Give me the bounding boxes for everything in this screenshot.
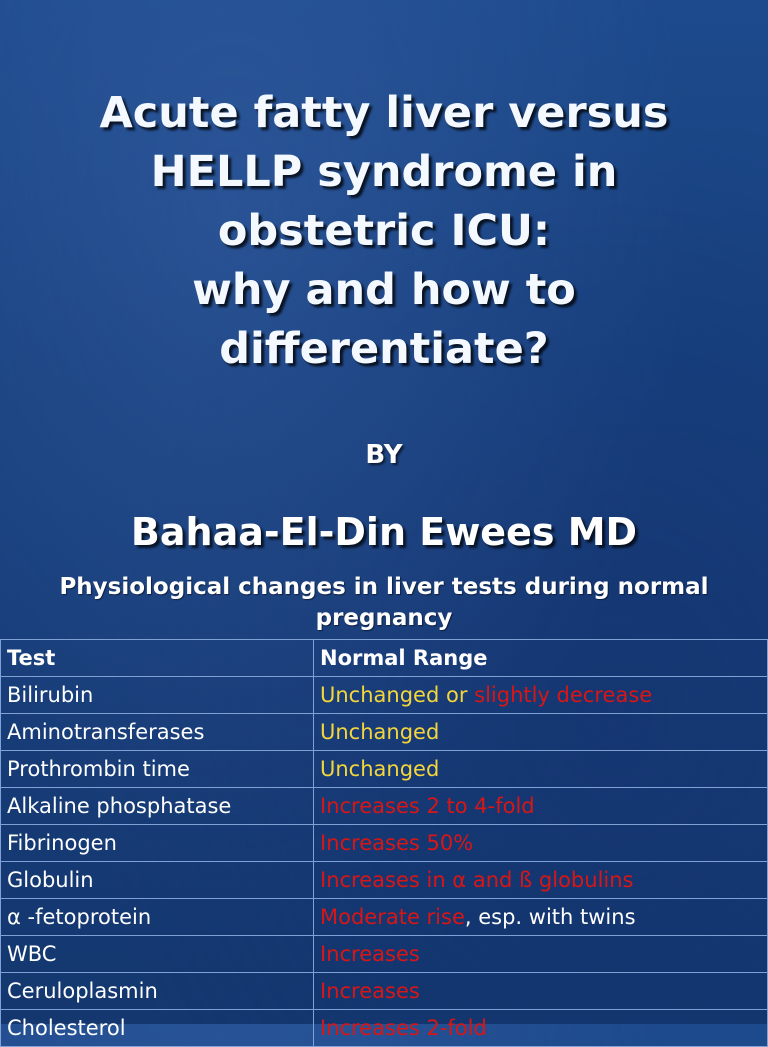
header-range: Normal Range — [314, 640, 768, 677]
test-name-cell: Cholesterol — [1, 1010, 314, 1047]
test-name-cell: Bilirubin — [1, 677, 314, 714]
author-name: Bahaa-El-Din Ewees MD — [130, 510, 638, 554]
test-name-cell: Alkaline phosphatase — [1, 788, 314, 825]
normal-range-cell — [314, 973, 768, 1010]
test-name-cell: Globulin — [1, 862, 314, 899]
range-text: Unchanged — [320, 720, 440, 744]
test-name-cell: Ceruloplasmin — [1, 973, 314, 1010]
table-row — [1, 936, 768, 973]
heading-line: Physiological changes in liver tests during normal — [59, 574, 709, 600]
table-row — [1, 899, 768, 936]
range-text: Unchanged — [320, 757, 440, 781]
slide-title — [0, 84, 768, 379]
test-name-cell: α -fetoprotein — [1, 899, 314, 936]
table-row — [1, 862, 768, 899]
normal-range-cell — [314, 1010, 768, 1047]
range-text: Increases 2-fold — [320, 1016, 487, 1040]
range-text: , esp. with twins — [464, 905, 636, 929]
table-row — [1, 714, 768, 751]
table-row — [1, 825, 768, 862]
heading-line: pregnancy — [315, 605, 453, 631]
range-text: Increases in α and ß globulins — [320, 868, 634, 892]
test-name-cell: Fibrinogen — [1, 825, 314, 862]
liver-tests-table — [0, 639, 768, 1047]
range-text: Unchanged or — [320, 683, 475, 707]
title-line: obstetric ICU: — [217, 206, 551, 256]
test-name-cell: Prothrombin time — [1, 751, 314, 788]
title-line: why and how to — [192, 265, 576, 315]
title-line: differentiate? — [219, 324, 549, 374]
table-slide — [0, 572, 768, 1040]
header-test: Test — [1, 640, 314, 677]
range-text: Increases — [320, 942, 420, 966]
test-name-cell: WBC — [1, 936, 314, 973]
normal-range-cell — [314, 936, 768, 973]
normal-range-cell — [314, 899, 768, 936]
table-row — [1, 751, 768, 788]
normal-range-cell — [314, 825, 768, 862]
range-text: Increases 50% — [320, 831, 474, 855]
normal-range-cell — [314, 751, 768, 788]
table-row — [1, 1010, 768, 1047]
range-text: Moderate rise — [320, 905, 465, 929]
title-line: Acute fatty liver versus — [99, 88, 669, 138]
title-line: HELLP syndrome in — [150, 147, 618, 197]
table-heading — [0, 572, 768, 634]
normal-range-cell — [314, 714, 768, 751]
range-text: Increases 2 to 4-fold — [320, 794, 535, 818]
normal-range-cell — [314, 677, 768, 714]
table-header-row — [1, 640, 768, 677]
by-label: BY — [365, 440, 403, 470]
table-row — [1, 677, 768, 714]
normal-range-cell — [314, 788, 768, 825]
range-text: slightly decrease — [474, 683, 653, 707]
range-text: Increases — [320, 979, 420, 1003]
table-row — [1, 788, 768, 825]
test-name-cell: Aminotransferases — [1, 714, 314, 751]
normal-range-cell — [314, 862, 768, 899]
table-row — [1, 973, 768, 1010]
